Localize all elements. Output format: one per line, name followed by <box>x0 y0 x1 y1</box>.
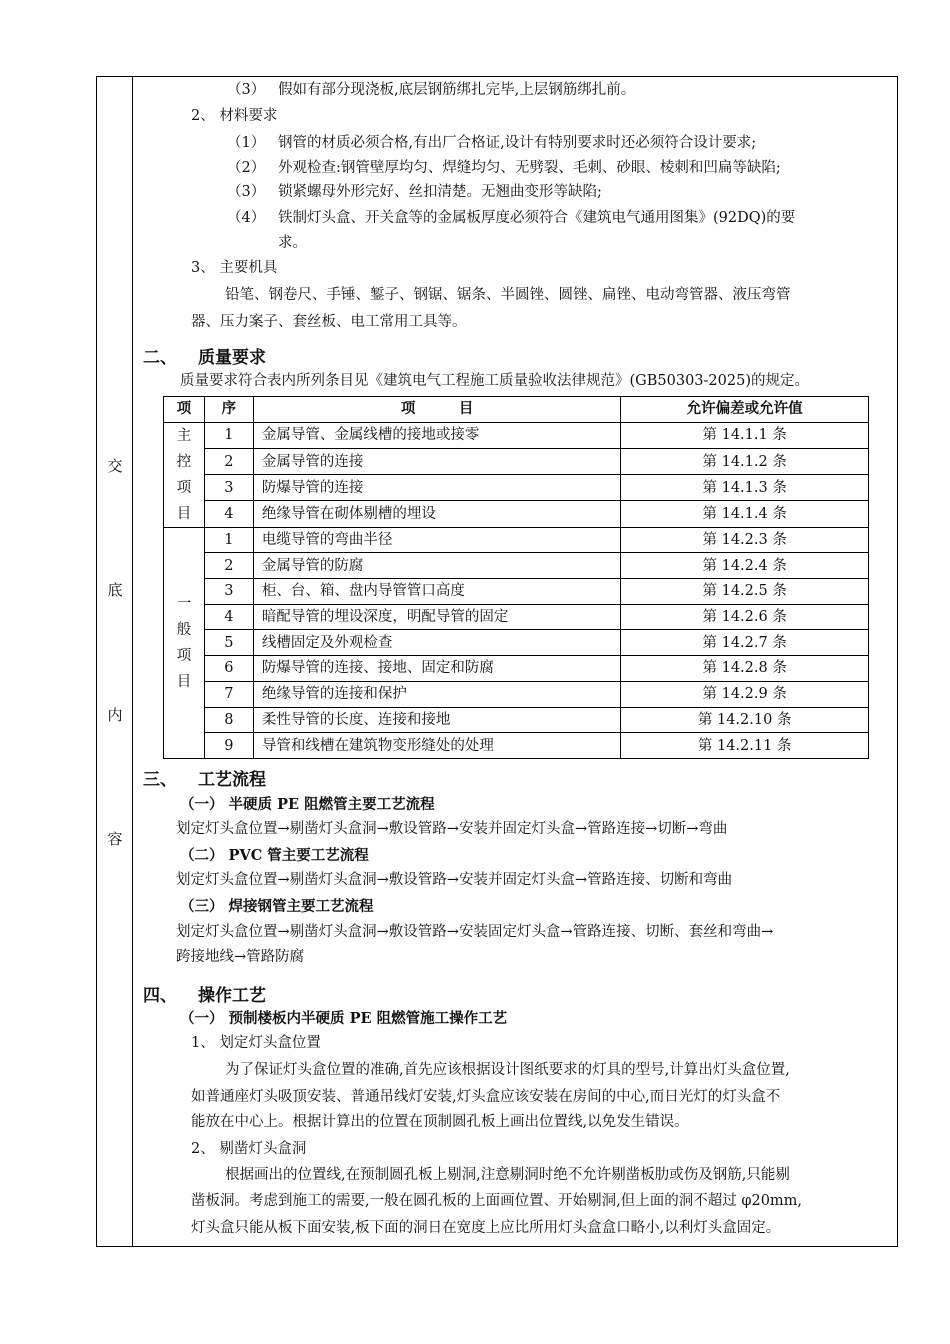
item-cell: 金属导管、金属线槽的接地或接零 <box>253 422 620 448</box>
item-cell: 柔性导管的长度、连接和接地 <box>253 707 620 733</box>
list-text: 钢管的材质必须合格,有出厂合格证,设计有特别要求时还必须符合设计要求; <box>278 135 757 151</box>
tools-text: 器、压力案子、套丝板、电工常用工具等。 <box>191 314 467 330</box>
group-label-char: 项 <box>176 647 192 664</box>
table-row <box>164 656 869 682</box>
materials-heading: 2、 材料要求 <box>191 108 278 124</box>
value-cell: 第 14.2.7 条 <box>621 630 869 656</box>
value-cell: 第 14.2.9 条 <box>621 681 869 707</box>
group-main-control <box>164 422 205 527</box>
list-text: 铁制灯头盒、开关盒等的金属板厚度必须符合《建筑电气通用图集》(92DQ)的要 <box>278 210 796 226</box>
item-cell: 暗配导管的埋设深度，明配导管的固定 <box>253 604 620 630</box>
side-label-char: 底 <box>107 581 123 599</box>
section-title: 质量要求 <box>198 348 266 368</box>
seq-cell: 2 <box>204 448 253 474</box>
tools-heading: 3、 主要机具 <box>191 260 278 276</box>
group-label-char: 控 <box>176 453 192 470</box>
list-text: 锁紧螺母外形完好、丝扣清楚。无翘曲变形等缺陷; <box>278 184 602 200</box>
value-cell: 第 14.2.3 条 <box>621 527 869 553</box>
subsection-title: （二） PVC 管主要工艺流程 <box>180 847 369 864</box>
subsection-title: （一） 半硬质 PE 阻燃管主要工艺流程 <box>180 796 435 813</box>
paragraph-line: 凿板洞。考虑到施工的需要,一般在圆孔板的上面画位置、开始剔洞,但上面的洞不超过 φ20mm, <box>191 1193 803 1209</box>
list-number: （1） <box>227 135 266 151</box>
item-cell: 绝缘导管在砌体剔槽的埋设 <box>253 501 620 527</box>
group-label-char: 项 <box>176 479 192 496</box>
seq-cell: 4 <box>204 501 253 527</box>
table-row <box>164 681 869 707</box>
table-row <box>164 733 869 759</box>
group-label-char: 目 <box>176 673 192 690</box>
value-cell: 第 14.2.4 条 <box>621 553 869 579</box>
table-row <box>164 707 869 733</box>
seq-cell: 3 <box>204 475 253 501</box>
seq-cell: 2 <box>204 553 253 579</box>
value-cell: 第 14.2.11 条 <box>621 733 869 759</box>
seq-cell: 1 <box>204 527 253 553</box>
table-row <box>164 422 869 448</box>
table-row <box>164 604 869 630</box>
list-text: 求。 <box>278 235 307 251</box>
seq-cell: 8 <box>204 707 253 733</box>
value-cell: 第 14.1.1 条 <box>621 422 869 448</box>
table-header-row <box>164 397 869 423</box>
section-title: 操作工艺 <box>198 986 266 1006</box>
paragraph-line: 根据画出的位置线,在预制圆孔板上剔洞,注意剔洞时绝不允许剔凿板肋或伤及钢筋,只能剔 <box>225 1167 790 1183</box>
step-heading: 2、 剔凿灯头盒洞 <box>191 1141 307 1157</box>
value-cell: 第 14.1.3 条 <box>621 475 869 501</box>
seq-cell: 6 <box>204 656 253 682</box>
list-number: （3） <box>227 82 266 98</box>
side-label-char: 交 <box>107 457 123 475</box>
flow-text: 划定灯头盒位置→剔凿灯头盒洞→敷设管路→安装并固定灯头盒→管路连接、切断和弯曲 <box>176 872 733 888</box>
item-cell: 导管和线槽在建筑物变形缝处的处理 <box>253 733 620 759</box>
flow-text: 划定灯头盒位置→剔凿灯头盒洞→敷设管路→安装并固定灯头盒→管路连接→切断→弯曲 <box>176 821 728 837</box>
value-cell: 第 14.2.10 条 <box>621 707 869 733</box>
flow-text: 划定灯头盒位置→剔凿灯头盒洞→敷设管路→安装固定灯头盒→管路连接、切断、套丝和弯曲→ <box>176 924 774 940</box>
paragraph-line: 灯头盒只能从板下面安装,板下面的洞日在宽度上应比所用灯头盒盒口略小,以利灯头盒固定。 <box>191 1220 781 1236</box>
list-text: 外观检查:钢管壁厚均匀、焊缝均匀、无劈裂、毛刺、砂眼、棱刺和凹扁等缺陷; <box>278 160 781 176</box>
table-row <box>164 448 869 474</box>
side-label-char: 容 <box>107 830 123 848</box>
table-row <box>164 579 869 605</box>
list-number: （3） <box>227 184 266 200</box>
table-row <box>164 553 869 579</box>
section-number: 三、 <box>143 770 177 790</box>
group-general <box>164 527 205 758</box>
group-label-char: 目 <box>176 505 192 522</box>
tools-text: 铅笔、钢卷尺、手锤、錾子、钢锯、锯条、半圆锉、圆锉、扁锉、电动弯管器、液压弯管 <box>225 287 791 303</box>
group-label-char: 主 <box>176 427 192 444</box>
list-text: 假如有部分现浇板,底层钢筋绑扎完毕,上层钢筋绑扎前。 <box>278 82 636 98</box>
step-heading: 1、 划定灯头盒位置 <box>191 1035 321 1051</box>
seq-cell: 1 <box>204 422 253 448</box>
seq-cell: 7 <box>204 681 253 707</box>
section-number: 四、 <box>143 986 177 1006</box>
value-cell: 第 14.2.5 条 <box>621 579 869 605</box>
table-row <box>164 475 869 501</box>
header-cell: 项 <box>164 397 205 423</box>
header-cell: 序 <box>204 397 253 423</box>
paragraph-line: 如普通座灯头吸顶安装、普通吊线灯安装,灯头盒应该安装在房间的中心,而日光灯的灯头盒不 <box>191 1089 781 1105</box>
item-cell: 金属导管的防腐 <box>253 553 620 579</box>
quality-table <box>163 396 869 759</box>
subsection-title: （三） 焊接钢管主要工艺流程 <box>180 898 374 915</box>
flow-text: 跨接地线→管路防腐 <box>176 949 305 965</box>
side-label-column <box>97 77 133 1246</box>
value-cell: 第 14.2.8 条 <box>621 656 869 682</box>
value-cell: 第 14.2.6 条 <box>621 604 869 630</box>
item-cell: 金属导管的连接 <box>253 448 620 474</box>
item-cell: 电缆导管的弯曲半径 <box>253 527 620 553</box>
side-label-char: 内 <box>107 706 123 724</box>
paragraph-line: 能放在中心上。根据计算出的位置在顶制圆孔板上画出位置线,以免发生错误。 <box>191 1114 689 1130</box>
seq-cell: 9 <box>204 733 253 759</box>
group-label-char: 般 <box>176 621 192 638</box>
seq-cell: 4 <box>204 604 253 630</box>
seq-cell: 5 <box>204 630 253 656</box>
group-label-char: 一 <box>176 595 192 612</box>
item-cell: 绝缘导管的连接和保护 <box>253 681 620 707</box>
seq-cell: 3 <box>204 579 253 605</box>
list-number: （2） <box>227 160 266 176</box>
list-number: （4） <box>227 210 266 226</box>
subsection-title: （一） 预制楼板内半硬质 PE 阻燃管施工操作工艺 <box>180 1010 508 1027</box>
item-cell: 防爆导管的连接、接地、固定和防腐 <box>253 656 620 682</box>
document-frame <box>96 76 898 1247</box>
item-cell: 柜、台、箱、盘内导管管口高度 <box>253 579 620 605</box>
section-title: 工艺流程 <box>198 770 266 790</box>
item-cell: 防爆导管的连接 <box>253 475 620 501</box>
table-row <box>164 501 869 527</box>
value-cell: 第 14.1.2 条 <box>621 448 869 474</box>
paragraph-line: 为了保证灯头盒位置的准确,首先应该根据设计图纸要求的灯具的型号,计算出灯头盒位置, <box>225 1062 790 1078</box>
quality-intro: 质量要求符合表内所列条目见《建筑电气工程施工质量验收法律规范》(GB50303-2025)的规定。 <box>180 373 809 389</box>
table-row <box>164 527 869 553</box>
value-cell: 第 14.1.4 条 <box>621 501 869 527</box>
item-cell: 线槽固定及外观检查 <box>253 630 620 656</box>
content-area <box>134 77 897 1246</box>
table-row <box>164 630 869 656</box>
section-number: 二、 <box>143 348 177 368</box>
header-cell: 允许偏差或允许值 <box>621 397 869 423</box>
header-cell: 项 目 <box>253 397 620 423</box>
